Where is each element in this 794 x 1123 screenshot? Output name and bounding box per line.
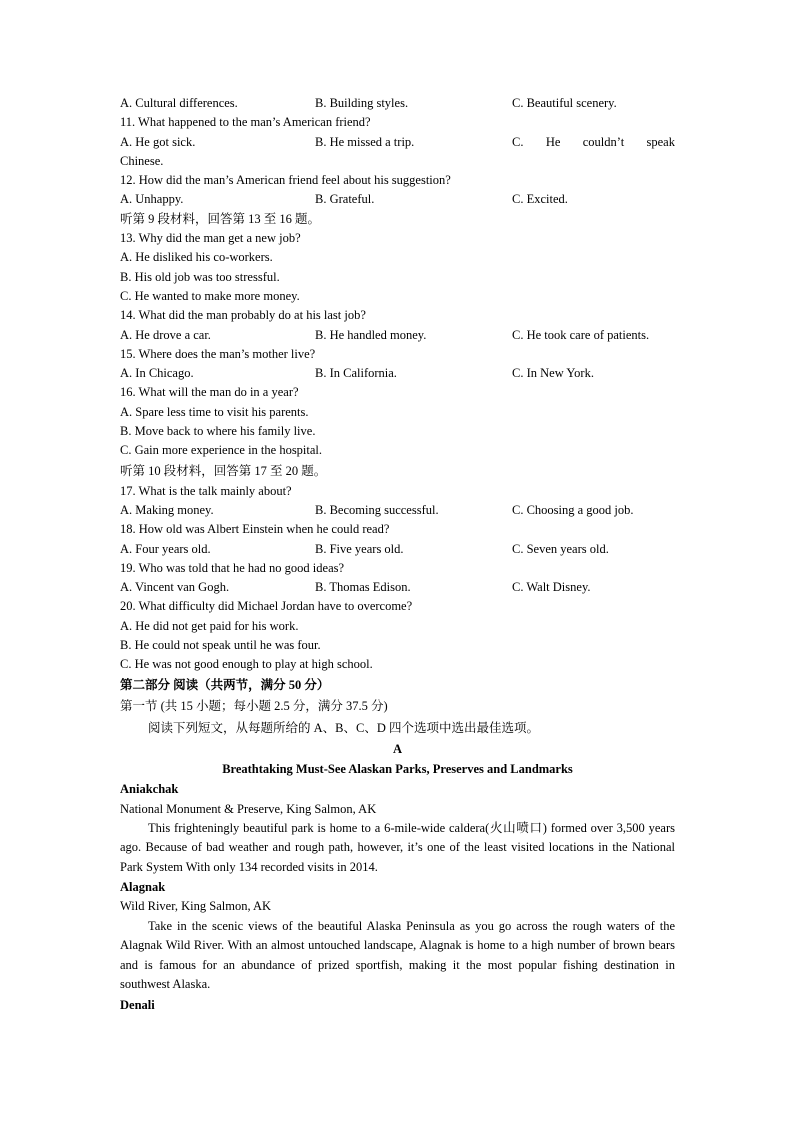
q19-option-a: A. Vincent van Gogh. [120,580,230,595]
q16-stem: 16. What will the man do in a year? [120,385,299,400]
q17-option-b: B. Becoming successful. [315,502,439,517]
q11-option-c-continued: Chinese. [120,153,164,168]
q19-options [120,578,675,597]
q11-option-c-part: couldn’t [582,134,625,149]
section1-heading: 第一节 (共 15 小题；每小题 2.5 分，满分 37.5 分) [120,698,388,713]
q13-stem: 13. Why did the man get a new job? [120,231,301,246]
q17-option-c: C. Choosing a good job. [512,502,634,517]
q20-stem: 20. What difficulty did Michael Jordan have to overcome? [120,599,413,614]
q12-option-c: C. Excited. [512,192,568,207]
q14-options [120,326,675,345]
q12-option-b: B. Grateful. [315,192,375,207]
q11-option-c-part: He [545,134,561,149]
q11-stem: 11. What happened to the man’s American friend? [120,115,371,130]
q17-option-a: A. Making money. [120,502,214,517]
q11-option-b: B. He missed a trip. [315,134,415,149]
q13-option-b: B. His old job was too stressful. [120,269,280,284]
entry-description: This frighteningly beautiful park is home to a 6-mile-wide caldera(火山喷口) formed over 3,500 years ago. Because of bad weather and rough path, however, it’s one of the least visited locations in the National Park System With only 134 recorded visits in 2014. [120,820,675,874]
q19-option-c: C. Walt Disney. [512,580,591,595]
q15-stem: 15. Where does the man’s mother live? [120,346,316,361]
section10-instruction: 听第 10 段材料，回答第 17 至 20 题。 [120,463,327,478]
passage-letter: A [392,741,403,756]
q11-option-c-part: C. [512,134,524,149]
q14-option-a: A. He drove a car. [120,327,211,342]
q12-options [120,190,675,209]
q17-options [120,501,675,520]
entry-name: Alagnak [120,880,166,895]
section9-instruction: 听第 9 段材料，回答第 13 至 16 题。 [120,211,321,226]
q11-option-c-part: speak [646,134,675,149]
q16-option-c: C. Gain more experience in the hospital. [120,443,323,458]
entry-location: Wild River, King Salmon, AK [120,899,272,914]
q18-options [120,540,675,559]
q19-option-b: B. Thomas Edison. [315,580,411,595]
q15-option-b: B. In California. [315,366,397,381]
q13-option-a: A. He disliked his co-workers. [120,250,273,265]
q11-option-a: A. He got sick. [120,134,196,149]
q10-option-a: A. Cultural differences. [120,96,238,110]
reading-instructions: 阅读下列短文，从每题所给的 A、B、C、D 四个选项中选出最佳选项。 [148,720,539,735]
q20-option-a: A. He did not get paid for his work. [120,618,299,633]
q18-option-b: B. Five years old. [315,541,404,556]
q20-option-b: B. He could not speak until he was four. [120,638,321,653]
q18-stem: 18. How old was Albert Einstein when he could read? [120,522,390,537]
q20-option-c: C. He was not good enough to play at high school. [120,657,373,672]
q15-option-a: A. In Chicago. [120,366,194,381]
part2-heading: 第二部分 阅读（共两节，满分 50 分） [120,677,330,692]
q11-option-c [512,133,675,152]
q10-options [120,94,675,113]
q16-option-b: B. Move back to where his family live. [120,424,316,439]
entry-location: National Monument & Preserve, King Salmon, AK [120,801,377,816]
q18-option-a: A. Four years old. [120,541,211,556]
q14-option-b: B. He handled money. [315,327,427,342]
q16-option-a: A. Spare less time to visit his parents. [120,404,309,419]
q18-option-c: C. Seven years old. [512,541,609,556]
page-content [120,94,675,1015]
q13-option-c: C. He wanted to make more money. [120,288,300,303]
entry-name: Denali [120,997,155,1012]
passage-title: Breathtaking Must-See Alaskan Parks, Preserves and Landmarks [222,761,573,776]
q10-option-c: C. Beautiful scenery. [512,96,617,110]
q15-options [120,364,675,383]
q14-option-c: C. He took care of patients. [512,327,650,342]
q15-option-c: C. In New York. [512,366,594,381]
entry-name: Aniakchak [120,781,179,796]
q19-stem: 19. Who was told that he had no good ideas? [120,560,345,575]
entry-description: Take in the scenic views of the beautiful Alaska Peninsula as you go across the rough waters of the Alagnak Wild River. With an almost untouched landscape, Alagnak is home to a high number of brown bears and is famous for an abundance of prized sportfish, making it the most popular fishing destination in southwest Alaska. [120,918,675,992]
q10-option-b: B. Building styles. [315,96,409,110]
q12-option-a: A. Unhappy. [120,192,184,207]
q12-stem: 12. How did the man’s American friend feel about his suggestion? [120,173,451,188]
q14-stem: 14. What did the man probably do at his last job? [120,308,366,323]
q17-stem: 17. What is the talk mainly about? [120,483,292,498]
q11-options [120,133,675,152]
